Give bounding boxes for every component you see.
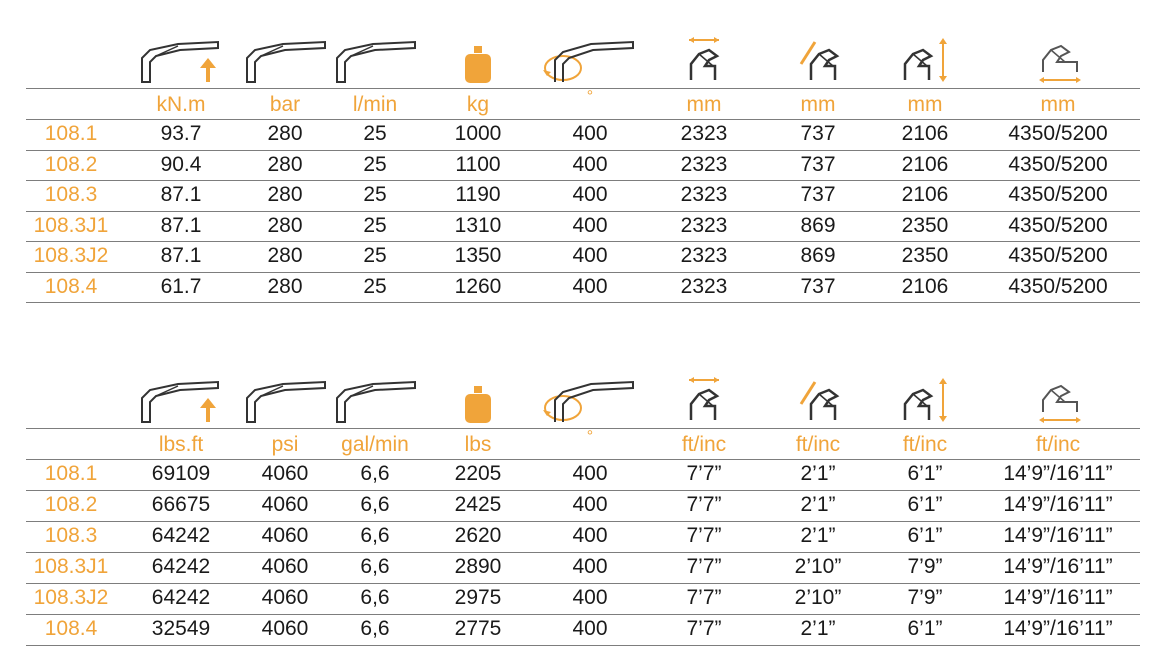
model-cell: 108.3 [44, 183, 98, 206]
value-cell: 87.1 [160, 244, 202, 267]
value-cell: 400 [572, 122, 608, 145]
model-cell: 108.2 [44, 152, 98, 176]
value-cell: 400 [572, 524, 608, 547]
value-cell: 7’7” [686, 462, 722, 485]
value-cell: 737 [800, 122, 836, 145]
value-cell: 7’9” [907, 555, 943, 578]
value-cell: 280 [267, 183, 303, 206]
value-cell: 7’7” [686, 617, 722, 640]
value-cell: 2323 [680, 244, 728, 267]
value-cell: 14’9”/16’11” [1003, 617, 1113, 640]
unit-cell: lbs [464, 433, 492, 456]
value-cell: 32549 [151, 617, 211, 640]
value-cell: 1260 [454, 274, 502, 298]
model-cell: 108.3J2 [33, 586, 109, 609]
value-cell: 2775 [454, 617, 502, 640]
value-cell: 1190 [455, 183, 501, 206]
value-cell: 7’7” [686, 493, 722, 516]
value-cell: 2’1” [800, 493, 836, 516]
value-cell: 280 [267, 122, 303, 145]
value-cell: 2106 [901, 183, 949, 206]
model-cell: 108.2 [44, 493, 98, 516]
unit-cell: mm [800, 93, 836, 116]
value-cell: 2620 [454, 524, 502, 547]
flow-icon [332, 32, 418, 84]
imperial-spec-table [0, 340, 1170, 640]
value-cell: 14’9”/16’11” [1003, 493, 1113, 516]
row-rule [26, 302, 1140, 303]
value-cell: 61.7 [160, 274, 202, 298]
value-cell: 14’9”/16’11” [1003, 524, 1113, 547]
row-rule [26, 521, 1140, 522]
value-cell: 2890 [454, 555, 502, 578]
slewing-angle-icon [540, 372, 636, 424]
value-cell: 7’7” [686, 524, 722, 547]
value-cell: 2323 [680, 152, 728, 176]
unit-cell: l/min [352, 93, 398, 116]
weight-icon [460, 372, 496, 424]
value-cell: 25 [363, 152, 387, 176]
lifting-moment-icon [138, 32, 224, 84]
width-icon [684, 372, 724, 424]
value-cell: 737 [800, 183, 836, 206]
lifting-moment-icon [138, 372, 224, 424]
value-cell: 87.1 [160, 213, 202, 237]
unit-cell: kN.m [156, 93, 206, 116]
value-cell: 2106 [901, 122, 949, 145]
value-cell: 737 [800, 274, 836, 298]
value-cell: 400 [572, 152, 608, 176]
value-cell: 6’1” [907, 462, 943, 485]
stabilizer-spread-icon [1036, 372, 1084, 424]
value-cell: 4350/5200 [1008, 274, 1108, 298]
value-cell: 2323 [680, 213, 728, 237]
unit-cell: mm [1040, 93, 1076, 116]
row-rule [26, 150, 1140, 151]
value-cell: 400 [572, 183, 608, 206]
thickness-icon [796, 372, 840, 424]
value-cell: 2’10” [794, 555, 842, 578]
unit-cell: mm [907, 93, 943, 116]
unit-cell: kg [466, 93, 490, 116]
value-cell: 280 [267, 213, 303, 237]
value-cell: 14’9”/16’11” [1003, 555, 1113, 578]
value-cell: 6,6 [360, 493, 390, 516]
row-rule [26, 211, 1140, 212]
value-cell: 2323 [680, 183, 728, 206]
value-cell: 4060 [261, 493, 309, 516]
value-cell: 2350 [901, 213, 949, 237]
value-cell: 400 [572, 244, 608, 267]
value-cell: 4350/5200 [1008, 244, 1108, 267]
height-icon [900, 32, 950, 84]
row-rule [26, 614, 1140, 615]
pressure-icon [242, 372, 328, 424]
flow-icon [332, 372, 418, 424]
value-cell: 25 [363, 213, 387, 237]
model-cell: 108.3 [44, 524, 98, 547]
height-icon [900, 372, 950, 424]
thickness-icon [796, 32, 840, 84]
value-cell: 14’9”/16’11” [1003, 462, 1113, 485]
value-cell: 25 [363, 183, 387, 206]
value-cell: 869 [800, 244, 836, 267]
row-rule [26, 490, 1140, 491]
value-cell: 1000 [454, 122, 502, 145]
value-cell: 4060 [261, 617, 309, 640]
unit-cell: ft/inc [902, 433, 948, 456]
value-cell: 737 [800, 152, 836, 176]
unit-cell: ft/inc [681, 433, 727, 456]
value-cell: 400 [572, 274, 608, 298]
value-cell: 87.1 [160, 183, 202, 206]
value-cell: 6,6 [360, 586, 390, 609]
table-rule [26, 459, 1140, 460]
value-cell: 280 [267, 152, 303, 176]
unit-cell: ft/inc [795, 433, 841, 456]
value-cell: 4350/5200 [1008, 183, 1108, 206]
value-cell: 1310 [454, 213, 502, 237]
unit-cell: ft/inc [1035, 433, 1081, 456]
model-cell: 108.3J1 [33, 213, 109, 237]
unit-cell: lbs.ft [158, 433, 204, 456]
row-rule [26, 552, 1140, 553]
value-cell: 2’1” [800, 617, 836, 640]
value-cell: 6,6 [360, 617, 390, 640]
value-cell: 4350/5200 [1008, 213, 1108, 237]
value-cell: 6,6 [360, 555, 390, 578]
model-cell: 108.4 [44, 274, 98, 298]
value-cell: 25 [363, 122, 387, 145]
row-rule [26, 272, 1140, 273]
unit-cell: gal/min [341, 433, 409, 456]
row-rule [26, 180, 1140, 181]
slewing-angle-icon [540, 32, 636, 84]
icon-header-row [0, 340, 1170, 428]
value-cell: 6,6 [360, 524, 390, 547]
value-cell: 1100 [455, 152, 501, 176]
value-cell: 6’1” [907, 617, 943, 640]
unit-cell: ° [586, 88, 594, 105]
value-cell: 869 [800, 213, 836, 237]
value-cell: 2350 [901, 244, 949, 267]
value-cell: 14’9”/16’11” [1003, 586, 1113, 609]
value-cell: 2’1” [800, 524, 836, 547]
value-cell: 2’1” [800, 462, 836, 485]
value-cell: 4060 [261, 586, 309, 609]
model-cell: 108.1 [44, 462, 98, 485]
value-cell: 2425 [454, 493, 502, 516]
row-rule [26, 241, 1140, 242]
unit-cell: psi [271, 433, 299, 456]
row-rule [26, 645, 1140, 646]
value-cell: 64242 [151, 555, 211, 578]
value-cell: 400 [572, 586, 608, 609]
model-cell: 108.3J1 [33, 555, 109, 578]
value-cell: 6’1” [907, 524, 943, 547]
value-cell: 6,6 [360, 462, 390, 485]
value-cell: 2106 [901, 152, 949, 176]
unit-cell: ° [586, 428, 594, 445]
value-cell: 4350/5200 [1008, 152, 1108, 176]
value-cell: 6’1” [907, 493, 943, 516]
value-cell: 1350 [454, 244, 502, 267]
value-cell: 400 [572, 213, 608, 237]
value-cell: 69109 [151, 462, 211, 485]
weight-icon [460, 32, 496, 84]
row-rule [26, 583, 1140, 584]
value-cell: 400 [572, 493, 608, 516]
value-cell: 90.4 [160, 152, 202, 176]
value-cell: 400 [572, 555, 608, 578]
value-cell: 25 [363, 244, 387, 267]
value-cell: 2975 [454, 586, 502, 609]
value-cell: 25 [363, 274, 387, 298]
model-cell: 108.1 [44, 122, 98, 145]
value-cell: 64242 [151, 524, 211, 547]
value-cell: 64242 [151, 586, 211, 609]
unit-cell: mm [686, 93, 722, 116]
value-cell: 2’10” [794, 586, 842, 609]
icon-header-row [0, 0, 1170, 88]
value-cell: 2323 [680, 274, 728, 298]
value-cell: 4060 [261, 524, 309, 547]
value-cell: 4060 [261, 555, 309, 578]
stabilizer-spread-icon [1036, 32, 1084, 84]
metric-spec-table [0, 0, 1170, 298]
value-cell: 7’7” [686, 555, 722, 578]
value-cell: 400 [572, 462, 608, 485]
value-cell: 2205 [454, 462, 502, 485]
value-cell: 280 [267, 274, 303, 298]
value-cell: 400 [572, 617, 608, 640]
value-cell: 7’9” [907, 586, 943, 609]
value-cell: 2323 [680, 122, 728, 145]
value-cell: 93.7 [160, 122, 202, 145]
value-cell: 280 [267, 244, 303, 267]
model-cell: 108.4 [44, 617, 98, 640]
value-cell: 66675 [151, 493, 211, 516]
value-cell: 4060 [261, 462, 309, 485]
value-cell: 4350/5200 [1008, 122, 1108, 145]
pressure-icon [242, 32, 328, 84]
table-rule [26, 119, 1140, 120]
unit-cell: bar [269, 93, 301, 116]
value-cell: 7’7” [686, 586, 722, 609]
model-cell: 108.3J2 [33, 244, 109, 267]
width-icon [684, 32, 724, 84]
value-cell: 2106 [901, 274, 949, 298]
